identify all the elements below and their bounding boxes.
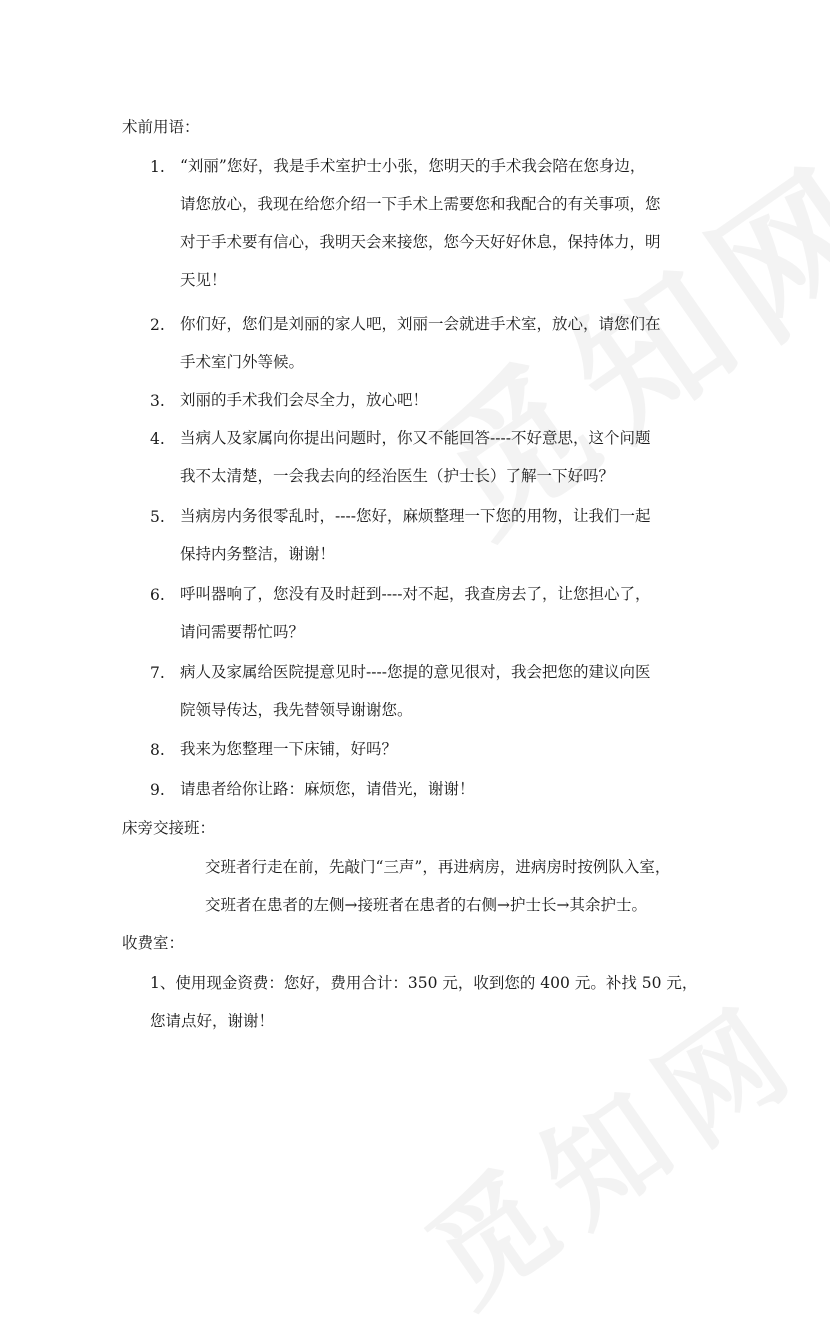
billing-paragraph	[150, 975, 697, 1051]
item-line: 呼叫器响了，您没有及时赶到----对不起，我查房去了，让您担心了，	[180, 585, 651, 603]
item-line: 病人及家属给医院提意见时----您提的意见很对，我会把您的建议向医	[180, 663, 651, 681]
item-number: 5.	[150, 508, 165, 526]
section-title-preop: 术前用语：	[122, 118, 200, 136]
item-number: 2.	[150, 316, 165, 334]
handover-paragraph	[205, 859, 670, 935]
item-line: 手术室门外等候。	[180, 353, 305, 371]
item-line: 保持内务整洁，谢谢！	[180, 545, 336, 563]
item-line: 当病房内务很零乱时，----您好，麻烦整理一下您的用物，让我们一起	[180, 507, 651, 525]
item-line: 你们好，您们是刘丽的家人吧，刘丽一会就进手术室，放心，请您们在	[180, 315, 661, 333]
item-line: 我不太清楚，一会我去向的经治医生（护士长）了解一下好吗？	[180, 467, 615, 485]
item-number: 9.	[150, 781, 165, 799]
item-number: 8.	[150, 741, 165, 759]
paragraph-line: 1、使用现金资费：您好，费用合计：350 元，收到您的 400 元。补找 50 元，	[150, 974, 698, 992]
section-title-billing: 收费室：	[122, 934, 185, 952]
item-line: 我来为您整理一下床铺，好吗？	[180, 740, 398, 758]
paragraph-line: 交班者行走在前，先敲门“三声”，再进病房，进病房时按例队入室，	[205, 858, 671, 876]
item-line: 刘丽的手术我们会尽全力，放心吧！	[180, 391, 429, 409]
item-number: 1.	[150, 158, 165, 176]
item-line: 请患者给你让路：麻烦您，请借光，谢谢！	[180, 780, 475, 798]
item-line: 请问需要帮忙吗？	[180, 623, 305, 641]
section-title-handover: 床旁交接班：	[122, 819, 216, 837]
item-line: 对于手术要有信心，我明天会来接您，您今天好好休息，保持体力，明	[180, 233, 661, 251]
item-line: “刘丽”您好，我是手术室护士小张，您明天的手术我会陪在您身边，	[180, 157, 646, 175]
item-number: 7.	[150, 664, 165, 682]
item-line: 院领导传达，我先替领导谢谢您。	[180, 701, 413, 719]
paragraph-line: 您请点好，谢谢！	[150, 1012, 275, 1030]
item-line: 请您放心，我现在给您介绍一下手术上需要您和我配合的有关事项，您	[180, 195, 661, 213]
item-number: 4.	[150, 430, 165, 448]
item-number: 3.	[150, 392, 165, 410]
item-line: 当病人及家属向你提出问题时，你又不能回答----不好意思，这个问题	[180, 429, 651, 447]
item-number: 6.	[150, 586, 165, 604]
paragraph-line: 交班者在患者的左侧→接班者在患者的右侧→护士长→其余护士。	[205, 896, 647, 914]
item-line: 天见！	[180, 271, 227, 289]
